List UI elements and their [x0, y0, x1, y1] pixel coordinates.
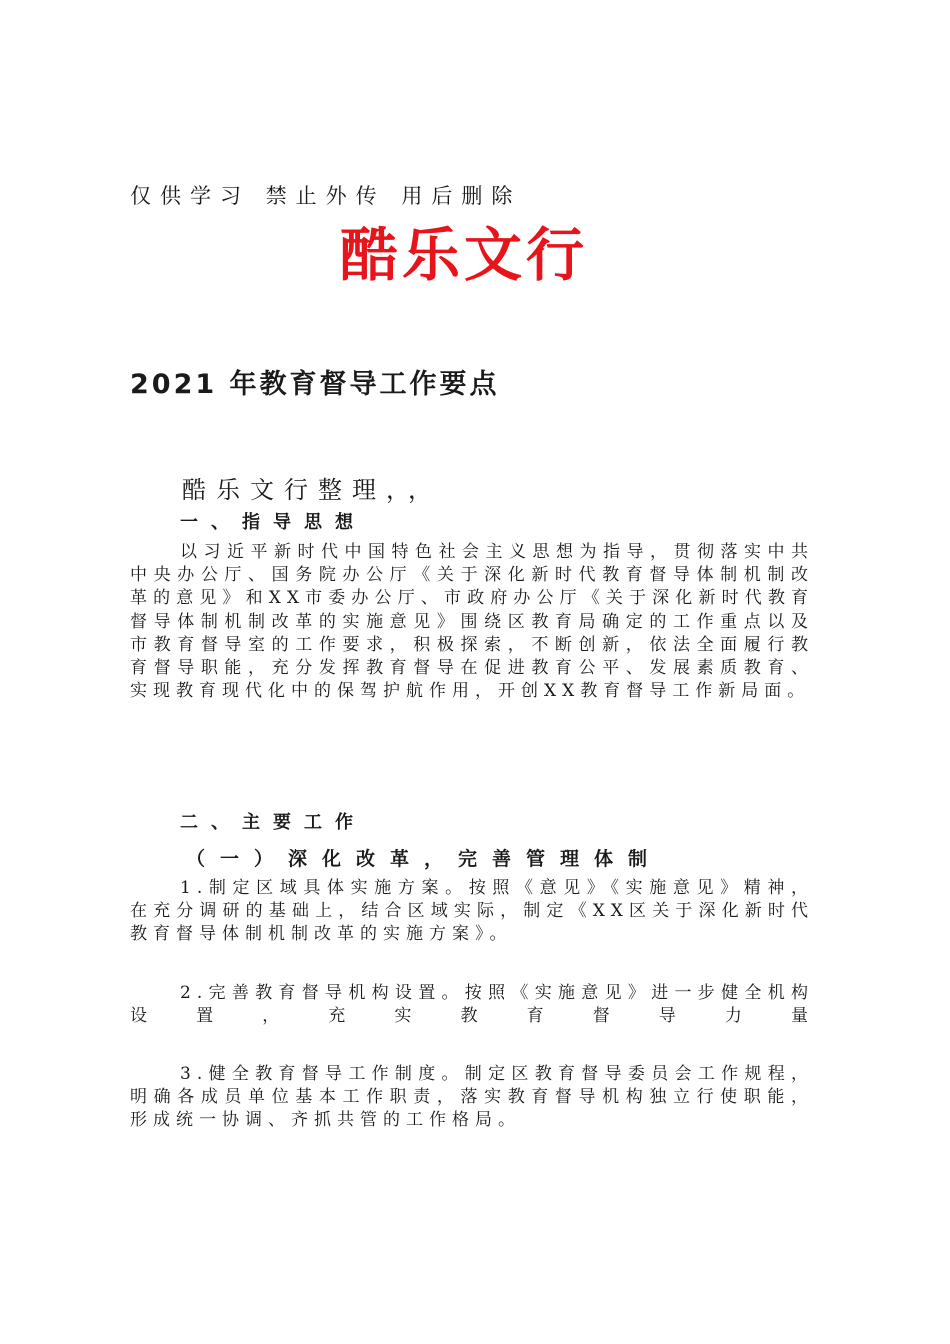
compiler-line: 酷乐文行整理，， — [182, 476, 442, 504]
guiding-ideology-paragraph: 以习近平新时代中国特色社会主义思想为指导，贯彻落实中共中央办公厅、国务院办公厅《关于深化新时代教育督导体制机制改革的意见》和XX市委办公厅、市政府办公厅《关于深化新时代教育督导体制机制改革的实施意见》围绕区教育局确定的工作重点以及市教育督导室的工作要求，积极探索，不断创新，依法全面履行教育督导职能，充分发挥教育督导在促进教育公平、发展素质教育、实现教育现代化中的保驾护航作用，开创XX教育督导工作新局面。 — [130, 542, 814, 702]
subsection-heading-deepen-reform: （一）深化改革，完善管理体制 — [186, 848, 663, 870]
work-item-1: 1.制定区域具体实施方案。按照《意见》《实施意见》精神，在充分调研的基础上，结合区域实际，制定《XX区关于深化新时代教育督导体制机制改革的实施方案》。 — [130, 878, 814, 945]
usage-notice: 仅供学习 禁止外传 用后删除 — [130, 184, 522, 208]
work-item-3: 3.健全教育督导工作制度。制定区教育督导委员会工作规程，明确各成员单位基本工作职责，落实教育督导机构独立行使职能，形成统一协调、齐抓共管的工作格局。 — [130, 1064, 814, 1131]
brand-logo-text: 酷乐文行 — [340, 221, 589, 289]
work-item-2: 2.完善教育督导机构设置。按照《实施意见》进一步健全机构设置，充实教育督导力量 — [130, 983, 814, 1027]
section-heading-main-work: 二、主要工作 — [180, 812, 366, 833]
document-title: 2021 年教育督导工作要点 — [130, 369, 500, 400]
section-heading-guiding-ideology: 一、指导思想 — [180, 512, 366, 533]
